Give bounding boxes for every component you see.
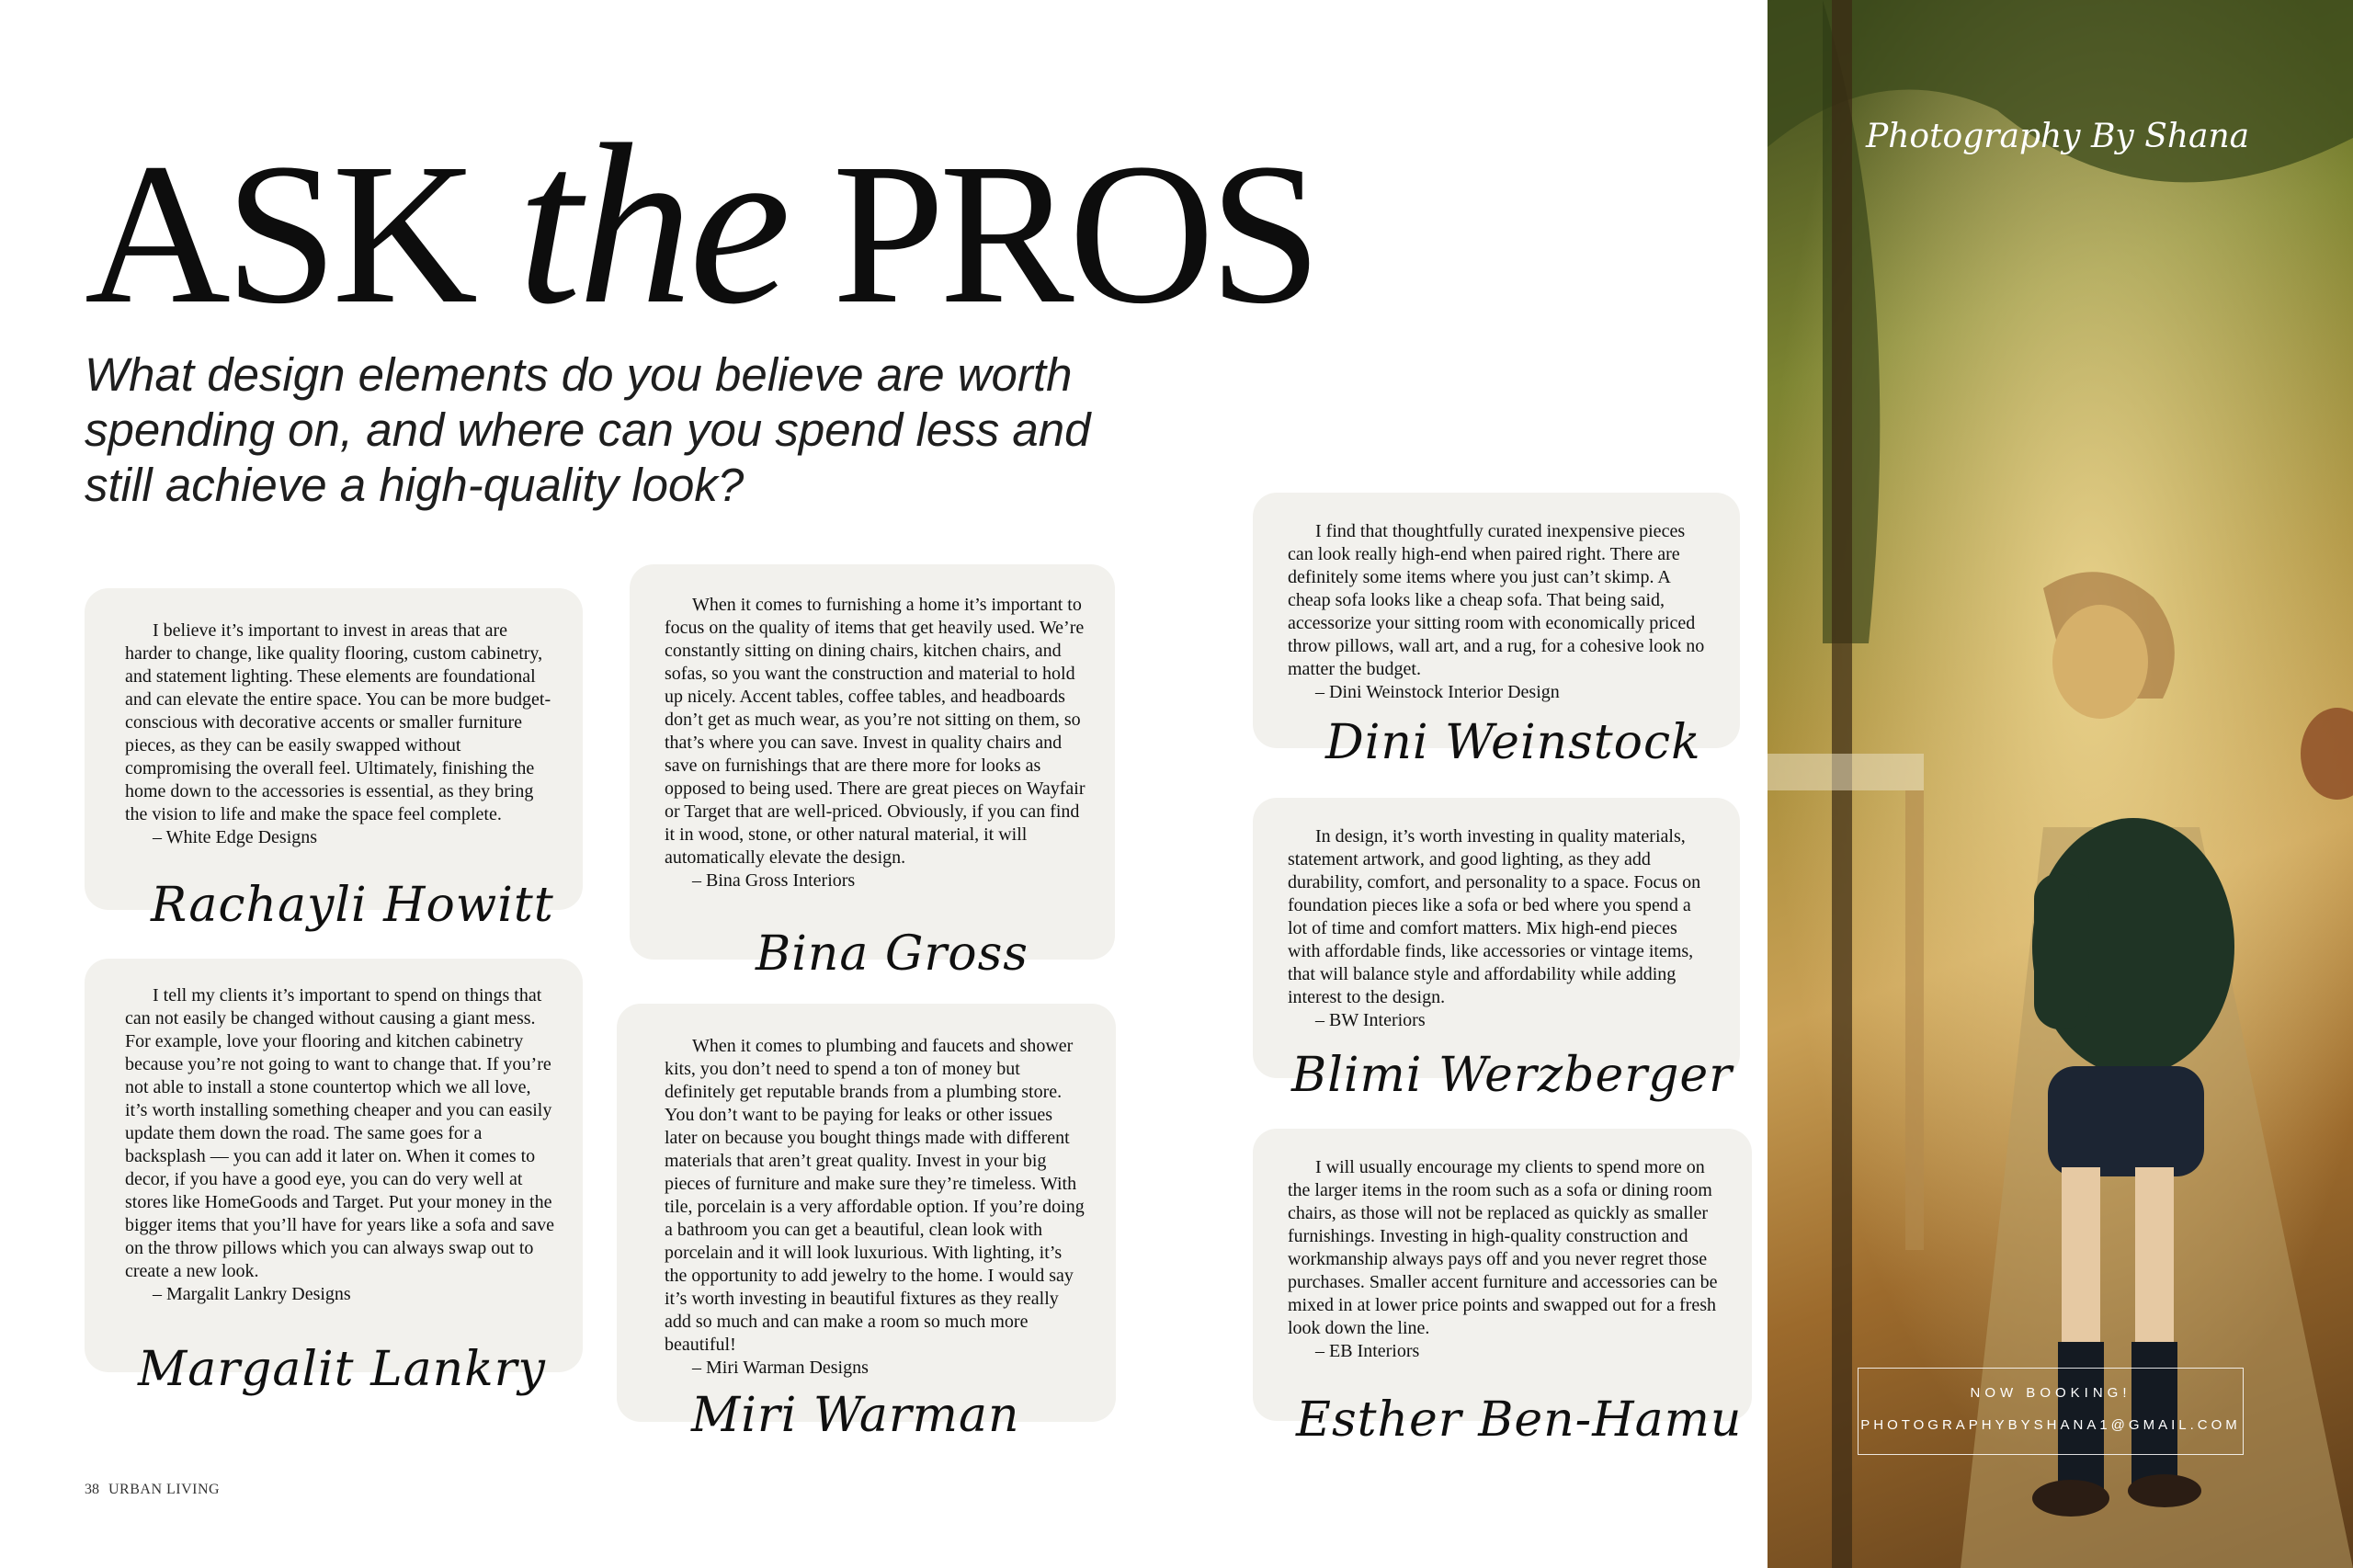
signature-blimi: Blimi Werzberger — [1291, 1048, 1733, 1103]
answer-card-bina — [630, 564, 1115, 960]
answer-card-margalit — [85, 959, 583, 1372]
answer-credit: – EB Interiors — [1315, 1341, 1420, 1361]
answer-text: I believe it’s important to invest in areas that are harder to change, like quality flooring, custom cabinetry, and statement lighting. These elements are foundational and can elevate the entire space. You can be more budget-conscious with decorative accents or smaller furniture pieces, as they can be easily swapped without compromising the overall feel. Ultimately, finishing the home down to the accessories is essential, as they bring the vision to life and make the space feel complete. — [125, 620, 551, 824]
answer-credit: – Dini Weinstock Interior Design — [1315, 682, 1560, 702]
answer-text: When it comes to furnishing a home it’s important to focus on the quality of items that get heavily used. We’re constantly sitting on dining chairs, kitchen chairs, and sofas, so you want the construction and material to hold up nicely. Accent tables, coffee tables, and headboards don’t get as much wear, as you’re not sitting on them, so that’s where you can save. Invest in quality chairs and save on furnishings that are there more for looks as opposed to being used. There are great pieces on Wayfair or Target that are well-priced. Obviously, if you can find it in wood, stone, or other natural material, it will automatically elevate the design. — [665, 595, 1086, 868]
photographer-logo: Photography By Shana — [1866, 118, 2250, 155]
greenhouse-child-illustration — [1768, 0, 2353, 1568]
page-title — [85, 97, 1316, 352]
booking-box — [1858, 1368, 2244, 1455]
signature-dini: Dini Weinstock — [1325, 715, 1701, 770]
advertisement-photo — [1768, 0, 2353, 1568]
answer-credit: – White Edge Designs — [153, 827, 318, 847]
page-footer — [85, 1482, 220, 1498]
answer-card-esther — [1253, 1129, 1752, 1421]
title-pros: PROS — [832, 121, 1316, 346]
answer-text: When it comes to plumbing and faucets and shower kits, you don’t need to spend a ton of money but definitely get reputable brands from a plumbing store. You don’t want to be paying for leaks or other issues later on because you bought things made with different materials that aren’t great quality. Invest in your big pieces of furniture and make sure they’re timeless. With tile, porcelain is a very affordable option. If you’re doing a bathroom you can get a beautiful, clean look with porcelain and it will look luxurious. With lighting, it’s the opportunity to add jewelry to the home. I would say it’s worth investing in beautiful fixtures as they really add so much and can make a room so much more beautiful! — [665, 1036, 1085, 1355]
signature-esther: Esther Ben-Hamu — [1296, 1392, 1743, 1448]
title-ask: ASK — [85, 121, 473, 346]
answer-credit: – Bina Gross Interiors — [692, 870, 856, 891]
answer-text: I find that thoughtfully curated inexpensive pieces can look really high-end when paired right. There are definitely some items where you just can’t skimp. A cheap sofa looks like a cheap sofa. That being said, accessorize your sitting room with economically priced throw pillows, wall art, and a rug, for a cohesive look no matter the budget. — [1288, 521, 1705, 679]
magazine-name: URBAN LIVING — [108, 1482, 221, 1497]
answer-text: I tell my clients it’s important to spend on things that can not easily be changed without causing a giant mess. For example, love your flooring and kitchen cabinetry because you’re not going to want to change that. If you’re not able to install a stone countertop which we all love, it’s worth installing something cheaper and you can easily update them down the road. The same goes for a backsplash — you can add it later on. When it comes to decor, if you have a good eye, you can do very well at stores like HomeGoods and Target. Put your money in the bigger items that you’ll have for years like a sofa and save on the throw pillows which you can always swap out to create a new look. — [125, 985, 555, 1281]
answer-card-miri — [617, 1004, 1116, 1422]
signature-bina: Bina Gross — [756, 926, 1029, 982]
answer-credit: – BW Interiors — [1315, 1010, 1426, 1030]
answer-card-dini — [1253, 493, 1740, 748]
signature-margalit: Margalit Lankry — [138, 1342, 546, 1397]
question-subtitle: What design elements do you believe are worth spending on, and where can you spend less and still achieve a high-quality look? — [85, 348, 1091, 511]
answer-text: I will usually encourage my clients to spend more on the larger items in the room such as a sofa or dining room chairs, as those will not be replaced as quickly as smaller furnishings. Investing in high-quality construction and workmanship always pays off and you never regret those purchases. Smaller accent furniture and accessories can be mixed in at lower price points and swapped out for a fresh look down the line. — [1288, 1157, 1718, 1338]
answer-card-rachayli — [85, 588, 583, 910]
booking-email: PHOTOGRAPHYBYSHANA1@GMAIL.COM — [1860, 1417, 2241, 1433]
signature-rachayli: Rachayli Howitt — [151, 878, 554, 933]
answer-credit: – Margalit Lankry Designs — [153, 1284, 351, 1304]
answer-credit: – Miri Warman Designs — [692, 1358, 869, 1378]
answer-text: In design, it’s worth investing in quality materials, statement artwork, and good lighting, as they add durability, comfort, and personality to a space. Focus on foundation pieces like a sofa or bed where you spend a lot of time and comfort matters. Mix high-end pieces with affordable finds, like accessories or vintage items, that will balance style and affordability while adding interest to the design. — [1288, 826, 1701, 1007]
now-booking-label: NOW BOOKING! — [1970, 1385, 2131, 1401]
title-the: the — [517, 97, 788, 352]
page-number: 38 — [85, 1482, 99, 1497]
answer-card-blimi — [1253, 798, 1740, 1078]
signature-miri: Miri Warman — [691, 1388, 1020, 1443]
